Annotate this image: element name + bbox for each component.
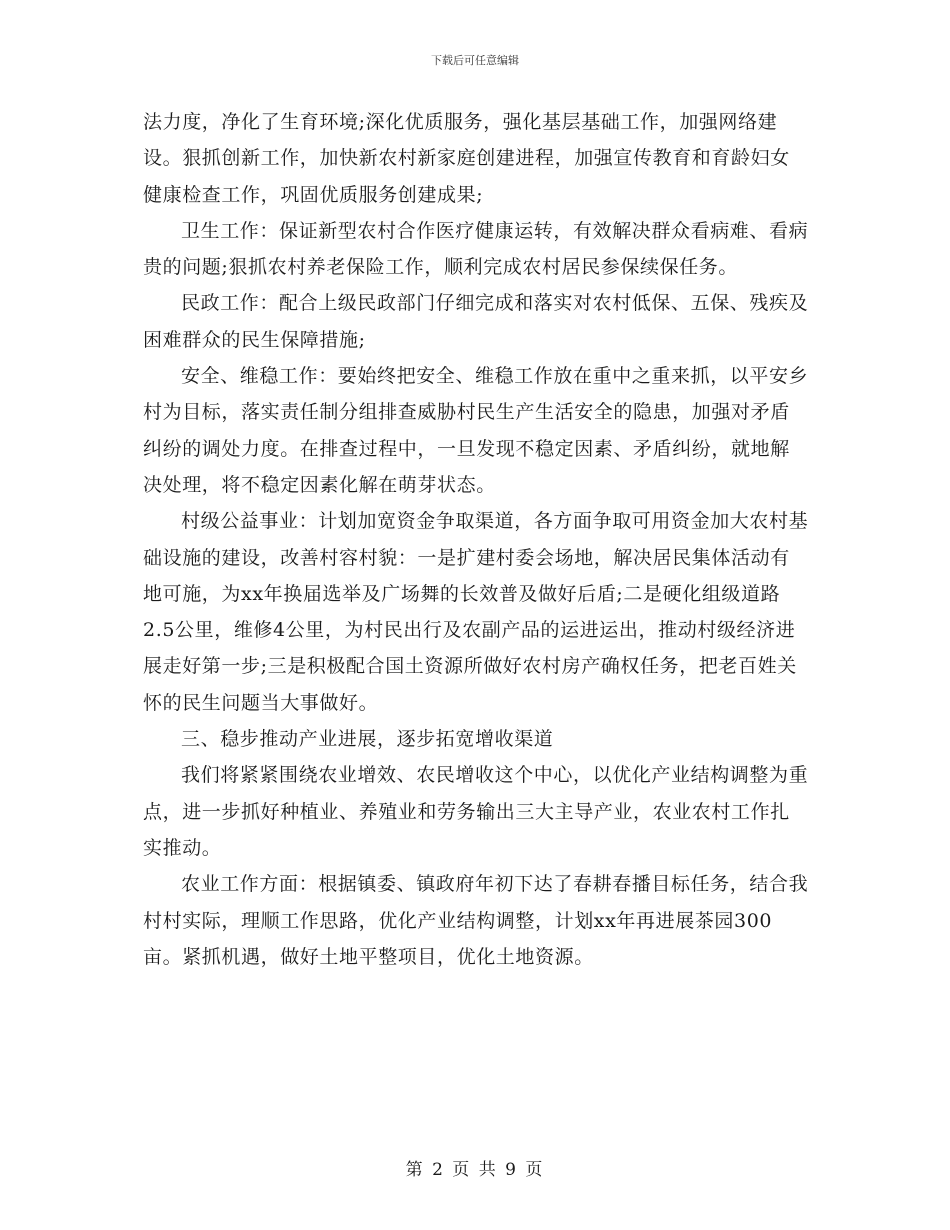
page-header: 下载后可任意编辑: [431, 54, 519, 67]
paragraph: 农业工作方面：根据镇委、镇政府年初下达了春耕春播目标任务，结合我村村实际，理顺工作思路，优化产业结构调整，计划xx年再进展茶园300亩。紧抓机遇，做好土地平整项目，优化土地资源。: [143, 873, 809, 968]
paragraph: 民政工作：配合上级民政部门仔细完成和落实对农村低保、五保、残疾及困难群众的民生保障措施;: [143, 292, 809, 351]
page-number: 第 2 页 共 9 页: [405, 1160, 545, 1180]
section-heading: 三、稳步推动产业进展，逐步拓宽增收渠道: [181, 728, 554, 751]
paragraph: 卫生工作：保证新型农村合作医疗健康运转，有效解决群众看病难、看病贵的问题;狠抓农村养老保险工作，顺利完成农村居民参保续保任务。: [143, 219, 809, 279]
paragraph: 安全、维稳工作：要始终把安全、维稳工作放在重中之重来抓，以平安乡村为目标，落实责任制分组排查威胁村民生产生活安全的隐患，加强对矛盾纠纷的调处力度。在排查过程中，一旦发现不稳定因素、矛盾纠纷，就地解决处理，将不稳定因素化解在萌芽状态。: [143, 365, 809, 496]
document-body: [143, 104, 809, 975]
paragraph: 法力度，净化了生育环境;深化优质服务，强化基层基础工作，加强网络建设。狠抓创新工作，加快新农村新家庭创建进程，加强宣传教育和育龄妇女健康检查工作，巩固优质服务创建成果;: [143, 111, 790, 206]
paragraph: 村级公益事业：计划加宽资金争取渠道，各方面争取可用资金加大农村基础设施的建设，改善村容村貌：一是扩建村委会场地，解决居民集体活动有地可施，为xx年换届选举及广场舞的长效普及做好后盾;二是硬化组级道路2.5公里，维修4公里，为村民出行及农副产品的运进运出，推动村级经济进展走好第一步;三是积极配合国土资源所做好农村房产确权任务，把老百姓关怀的民生问题当大事做好。: [143, 510, 809, 714]
paragraph: 我们将紧紧围绕农业增效、农民增收这个中心，以优化产业结构调整为重点，进一步抓好种植业、养殖业和劳务输出三大主导产业，农业农村工作扎实推动。: [143, 764, 809, 859]
